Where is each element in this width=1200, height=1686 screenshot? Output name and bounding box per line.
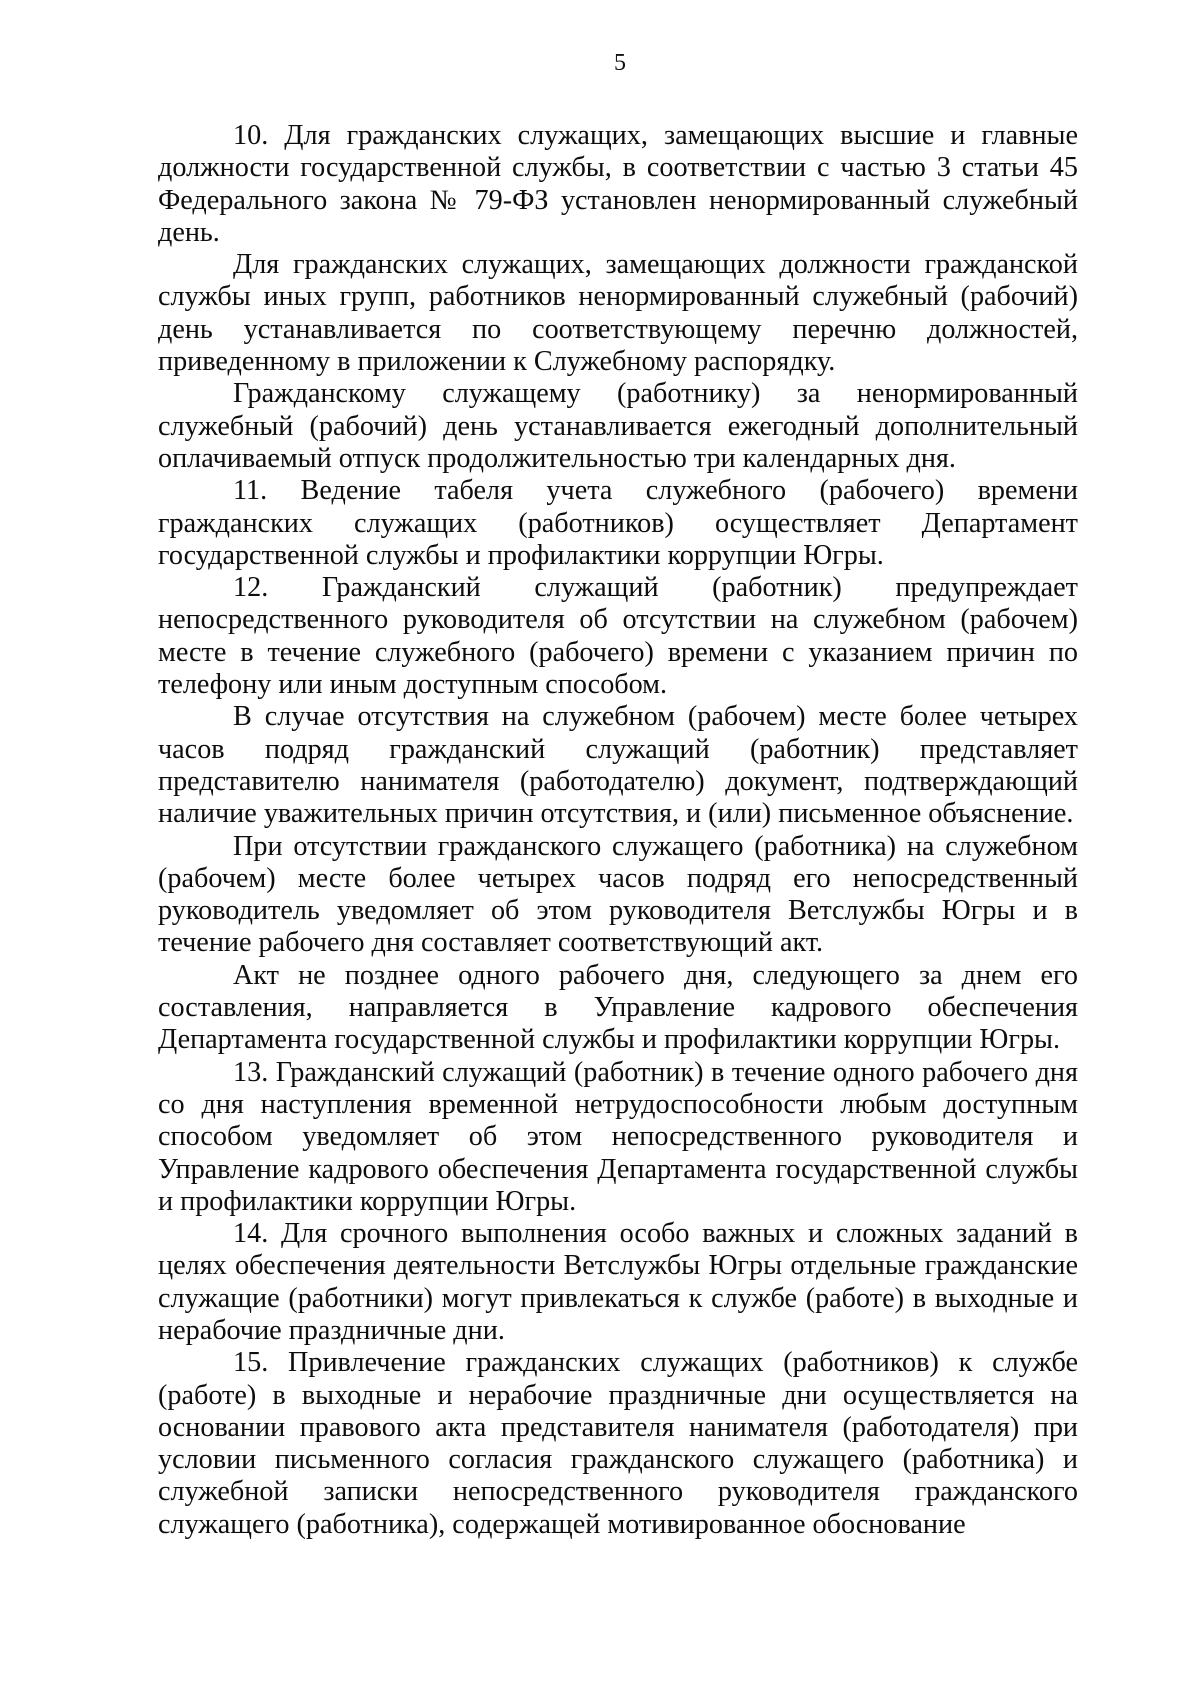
paragraph-10-additional-leave: Гражданскому служащему (работнику) за ненормированный служебный (рабочий) день устанавливается ежегодный дополнительный оплачиваемый отпуск продолжительностью три календарных дня. [158, 378, 1078, 474]
paragraph-15: 15. Привлечение гражданских служащих (работников) к службе (работе) в выходные и нерабочие праздничные дни осуществляется на основании правового акта представителя нанимателя (работодателя) при условии письменного согласия гражданского служащего (работника) и служебной записки непосредственного руководителя гражданского служащего (работника), содержащей мотивированное обоснование [158, 1347, 1078, 1540]
paragraph-12-absence-over-four-hours: В случае отсутствия на служебном (рабочем) месте более четырех часов подряд гражданский служащий (работник) представляет представителю нанимателя (работодателю) документ, подтверждающий наличие уважительных причин отсутствия, и (или) письменное объяснение. [158, 701, 1078, 830]
paragraph-12-supervisor-notice: При отсутствии гражданского служащего (работника) на служебном (рабочем) месте более четырех часов подряд его непосредственный руководитель уведомляет об этом руководителя Ветслужбы Югры и в течение рабочего дня составляет соответствующий акт. [158, 830, 1078, 959]
paragraph-10: 10. Для гражданских служащих, замещающих высшие и главные должности государственной службы, в соответствии с частью 3 статьи 45 Федерального закона № 79-ФЗ установлен ненормированный служебный день. [158, 120, 1078, 248]
document-body [158, 120, 1078, 1541]
paragraph-13: 13. Гражданский служащий (работник) в течение одного рабочего дня со дня наступления временной нетрудоспособности любым доступным способом уведомляет об этом непосредственного руководителя и Управление кадрового обеспечения Департамента государственной службы и профилактики коррупции Югры. [158, 1056, 1078, 1217]
paragraph-12-act-submission: Акт не позднее одного рабочего дня, следующего за днем его составления, направляется в Управление кадрового обеспечения Департамента государственной службы и профилактики коррупции Югры. [158, 959, 1078, 1056]
paragraph-14: 14. Для срочного выполнения особо важных и сложных заданий в целях обеспечения деятельности Ветслужбы Югры отдельные гражданские служащие (работники) могут привлекаться к службе (работе) в выходные и нерабочие праздничные дни. [158, 1218, 1078, 1346]
paragraph-10-other-groups: Для гражданских служащих, замещающих должности гражданской службы иных групп, работников ненормированный служебный (рабочий) день устанавливается по соответствующему перечню должностей, приведенному в приложении к Служебному распорядку. [158, 249, 1078, 378]
paragraph-12: 12. Гражданский служащий (работник) предупреждает непосредственного руководителя об отсутствии на служебном (рабочем) месте в течение служебного (рабочего) времени с указанием причин по телефону или иным доступным способом. [158, 572, 1078, 701]
paragraph-11: 11. Ведение табеля учета служебного (рабочего) времени гражданских служащих (работников) осуществляет Департамент государственной службы и профилактики коррупции Югры. [158, 475, 1078, 571]
page-number: 5 [614, 50, 626, 76]
